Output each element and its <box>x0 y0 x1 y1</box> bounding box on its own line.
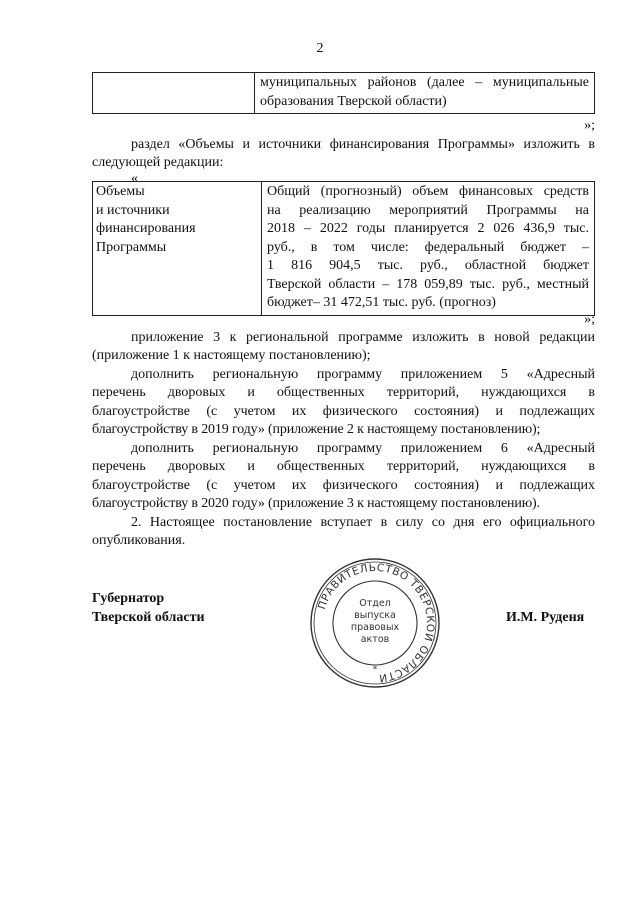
paragraph-line: благоустройстве (с учетом их физического состояния) и подлежащих <box>92 478 595 493</box>
paragraph-line: благоустройстве (с учетом их физического состояния) и подлежащих <box>92 404 595 419</box>
signer-title-line2: Тверской области <box>92 610 205 625</box>
funding-label-cell <box>93 182 262 316</box>
paragraph-line: перечень дворовых и общественных территорий, нуждающихся в <box>92 385 595 400</box>
seal-star: * <box>372 665 378 675</box>
seal-center-line: выпуска <box>354 610 396 621</box>
official-seal-stamp <box>308 556 442 690</box>
signer-title-line1: Губернатор <box>92 591 165 606</box>
funding-line: руб., в том числе: федеральный бюджет – <box>267 239 589 255</box>
seal-center-line: Отдел <box>359 598 391 609</box>
table-continuation <box>92 72 595 114</box>
section-line: раздел «Объемы и источники финансирования Программы» изложить в <box>131 137 595 152</box>
funding-line: на реализацию мероприятий Программы на <box>267 202 589 218</box>
section-line: следующей редакции: <box>92 155 224 170</box>
table1-line: образования Тверской области) <box>260 93 447 109</box>
page-number: 2 <box>316 41 324 56</box>
funding-line: 2018 – 2022 годы планируется 2 026 436,9 тыс. <box>267 221 589 236</box>
closing-quote: »; <box>584 118 595 133</box>
funding-table <box>92 181 595 316</box>
paragraph-line: (приложение 1 к настоящему постановлению); <box>92 348 371 363</box>
paragraph-line: приложение 3 к региональной программе изложить в новой редакции <box>131 330 595 345</box>
funding-label-line: Программы <box>96 239 167 255</box>
funding-value-cell <box>262 182 595 316</box>
paragraph-line: перечень дворовых и общественных территорий, нуждающихся в <box>92 459 595 474</box>
closing-quote: »; <box>584 312 595 327</box>
funding-label-line: Объемы <box>96 184 145 199</box>
table1-left-cell <box>93 73 255 114</box>
seal-ring-text: ПРАВИТЕЛЬСТВО ТВЕРСКОЙ ОБЛАСТИ <box>315 561 437 684</box>
funding-line: Тверской области – 178 059,89 тыс. руб., местный <box>267 276 589 292</box>
table1-right-cell <box>255 73 595 114</box>
funding-label-line: и источники <box>96 202 170 218</box>
paragraph-line: опубликования. <box>92 533 186 548</box>
opening-quote: « <box>131 171 138 186</box>
table1-line: муниципальных районов (далее – муниципальные <box>260 75 589 90</box>
paragraph-line: благоустройству в 2019 году» (приложение 2 к настоящему постановлению); <box>92 422 541 437</box>
paragraph-line: дополнить региональную программу приложением 6 «Адресный <box>131 441 595 456</box>
funding-line: Общий (прогнозный) объем финансовых средств <box>267 184 589 199</box>
paragraph-line: 2. Настоящее постановление вступает в силу со дня его официального <box>131 515 595 530</box>
seal-center-line: актов <box>360 634 390 645</box>
seal-center-line: правовых <box>350 622 400 633</box>
funding-line: 1 816 904,5 тыс. руб., областной бюджет <box>267 258 589 273</box>
paragraph-line: дополнить региональную программу приложением 5 «Адресный <box>131 367 595 382</box>
funding-line: бюджет– 31 472,51 тыс. руб. (прогноз) <box>267 295 496 310</box>
signer-name: И.М. Руденя <box>506 610 585 625</box>
paragraph-line: благоустройству в 2020 году» (приложение 3 к настоящему постановлению). <box>92 496 540 511</box>
funding-label-line: финансирования <box>96 221 196 236</box>
